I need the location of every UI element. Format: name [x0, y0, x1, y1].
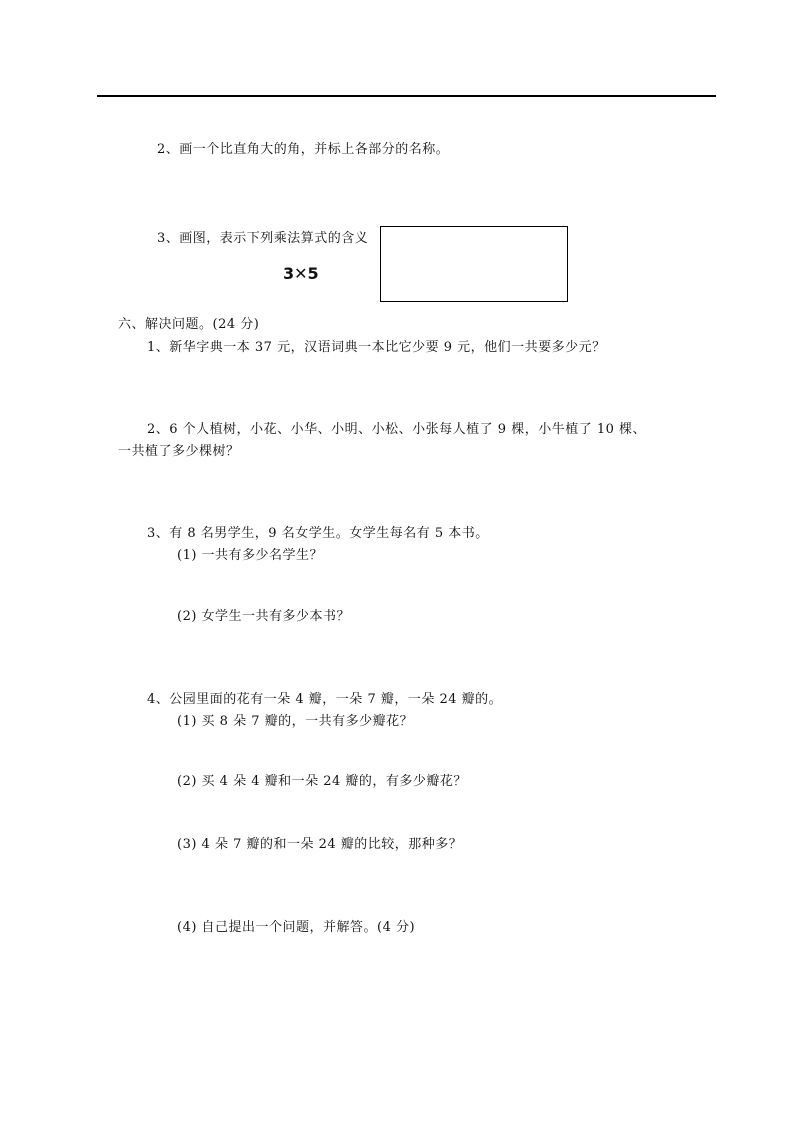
question-5-3: 3、画图，表示下列乘法算式的含义 — [157, 231, 369, 246]
question-6-2-line-2: 一共植了多少棵树？ — [118, 444, 240, 459]
question-6-3-sub-1: (1) 一共有多少名学生？ — [177, 548, 324, 563]
question-6-4-sub-2: (2) 买 4 朵 4 瓣和一朵 24 瓣的，有多少瓣花？ — [177, 774, 467, 789]
question-6-4-sub-3: (3) 4 朵 7 瓣的和一朵 24 瓣的比较，那种多？ — [177, 837, 463, 852]
question-6-3-sub-2: (2) 女学生一共有多少本书？ — [177, 609, 351, 624]
question-6-2-line-1: 2、6 个人植树，小花、小华、小明、小松、小张每人植了 9 棵，小牛植了 10 棵、 — [147, 422, 647, 437]
section-6-heading: 六、解决问题。(24 分) — [118, 317, 260, 332]
question-6-1: 1、新华字典一本 37 元，汉语词典一本比它少要 9 元，他们一共要多少元？ — [147, 340, 606, 355]
question-6-4-stem: 4、公园里面的花有一朵 4 瓣，一朵 7 瓣，一朵 24 瓣的。 — [147, 692, 503, 707]
question-6-4-sub-1: (1) 买 8 朵 7 瓣的，一共有多少瓣花？ — [177, 714, 414, 729]
header-rule — [97, 95, 716, 97]
drawing-answer-box[interactable] — [380, 226, 568, 302]
question-6-3-stem: 3、有 8 名男学生，9 名女学生。女学生每名有 5 本书。 — [147, 526, 489, 541]
multiplication-expression: 3✕5 — [283, 264, 319, 283]
question-5-2: 2、画一个比直角大的角，并标上各部分的名称。 — [157, 142, 450, 157]
question-6-4-sub-4: (4) 自己提出一个问题，并解答。(4 分) — [177, 920, 416, 935]
